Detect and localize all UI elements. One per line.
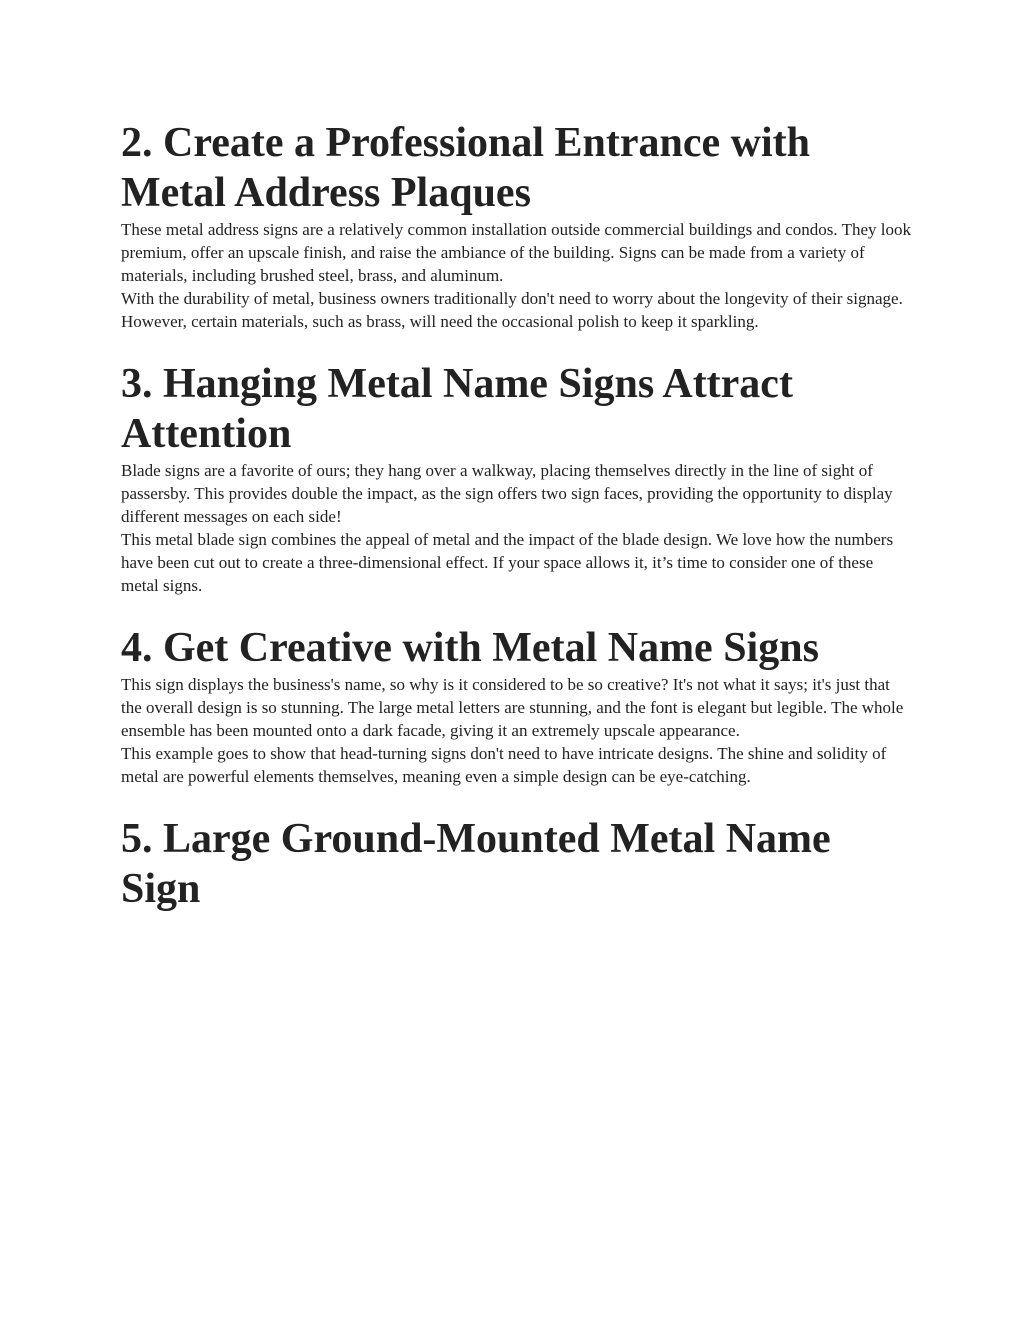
body-paragraph: These metal address signs are a relatively common installation outside commercial buildings and condos. They look premium, offer an upscale finish, and raise the ambiance of the building. Signs can be made from a variety of materials, including brushed steel, brass, and aluminum. [121, 220, 911, 285]
section-heading: 3. Hanging Metal Name Signs Attract Attention [121, 361, 793, 457]
section-hanging-metal-name-signs [121, 359, 911, 597]
section-heading: 2. Create a Professional Entrance with Metal Address Plaques [121, 120, 811, 216]
section-heading: 4. Get Creative with Metal Name Signs [121, 625, 819, 671]
section-creative-metal-name-signs [121, 623, 911, 788]
body-paragraph: This metal blade sign combines the appeal of metal and the impact of the blade design. We love how the numbers have been cut out to create a three-dimensional effect. If your space allows it, it’s time to consider one of these metal signs. [121, 530, 894, 595]
document-page [121, 118, 911, 914]
body-paragraph: With the durability of metal, business owners traditionally don't need to worry about the longevity of their signage. However, certain materials, such as brass, will need the occasional polish to keep it sparkling. [121, 289, 903, 331]
section-ground-mounted-metal-name-sign [121, 814, 911, 914]
body-paragraph: This sign displays the business's name, so why is it considered to be so creative? It's not what it says; it's just that the overall design is so stunning. The large metal letters are stunning, and the font is elegant but legible. The whole ensemble has been mounted onto a dark facade, giving it an extremely upscale appearance. [121, 675, 904, 740]
body-paragraph: Blade signs are a favorite of ours; they hang over a walkway, placing themselves directly in the line of sight of passersby. This provides double the impact, as the sign offers two sign faces, providing the opportunity to display different messages on each side! [121, 461, 893, 526]
section-metal-address-plaques [121, 118, 911, 333]
body-paragraph: This example goes to show that head-turning signs don't need to have intricate designs. The shine and solidity of metal are powerful elements themselves, meaning even a simple design can be eye-catching. [121, 744, 887, 786]
section-heading: 5. Large Ground-Mounted Metal Name Sign [121, 816, 831, 912]
